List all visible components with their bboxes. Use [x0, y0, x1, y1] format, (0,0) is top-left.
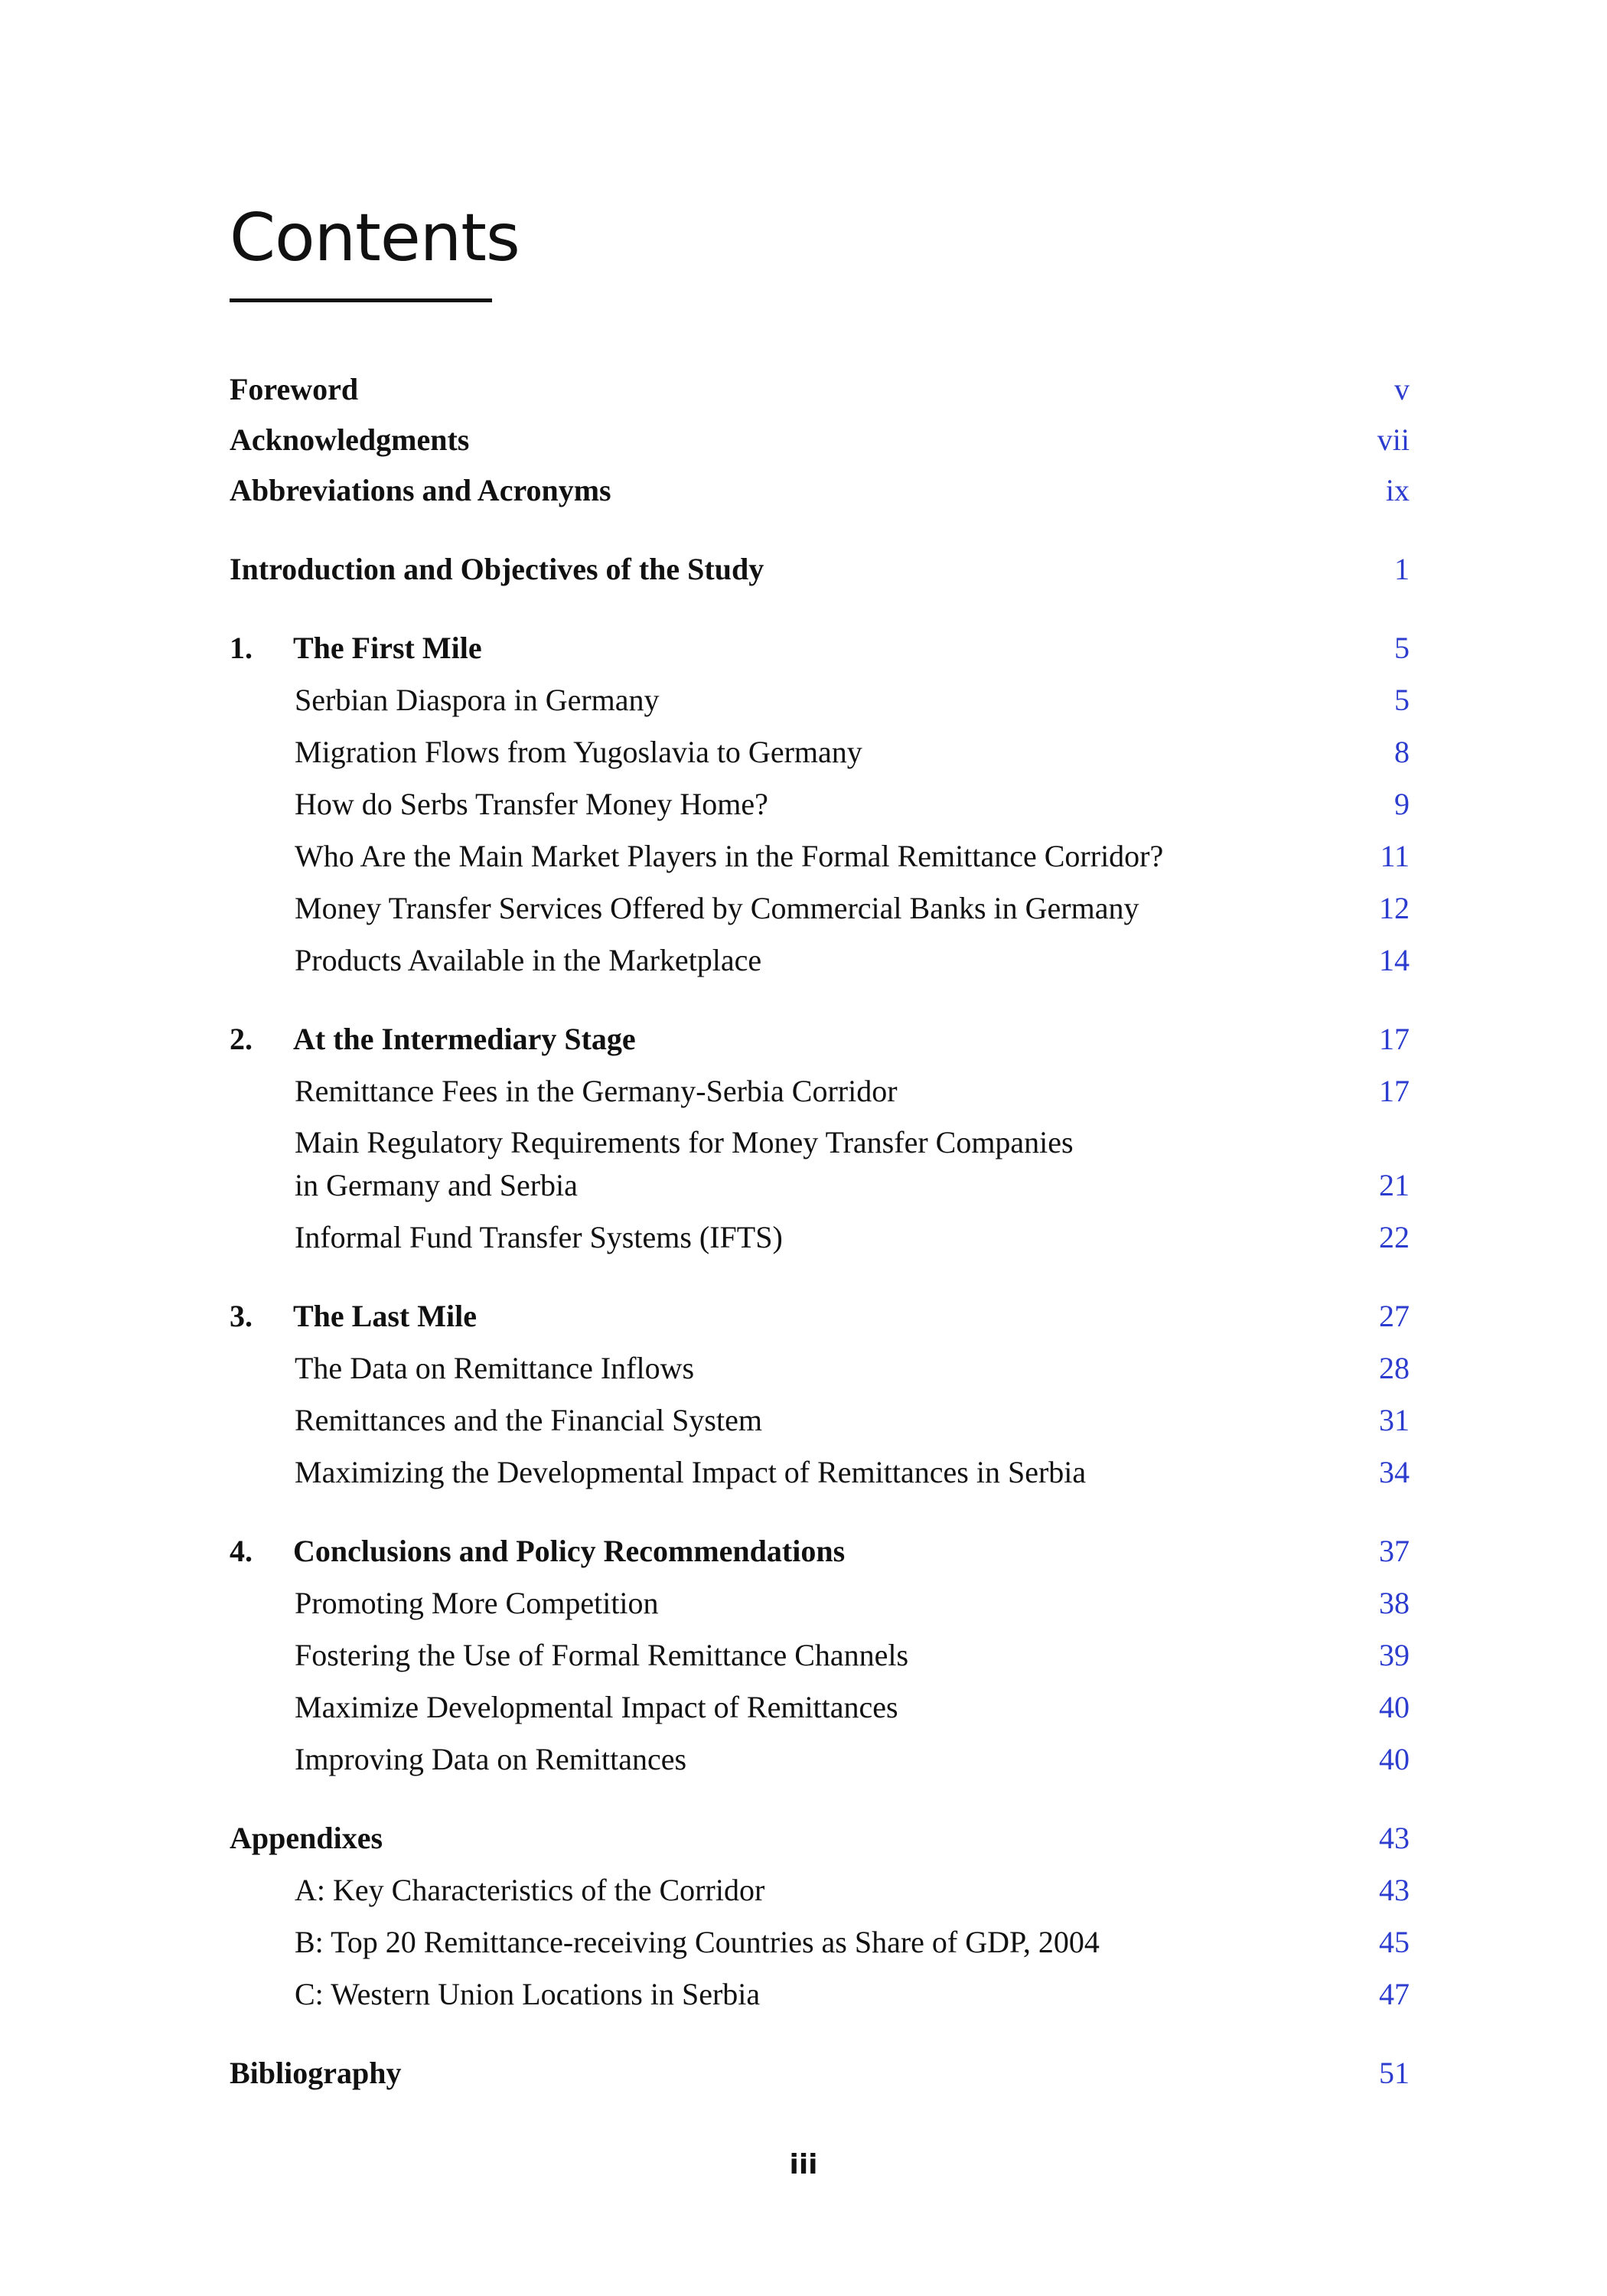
toc-label: Appendixes	[230, 1821, 383, 1855]
table-of-contents	[230, 367, 1416, 2095]
toc-section[interactable]	[230, 1450, 1416, 1494]
toc-label: Serbian Diaspora in Germany	[295, 683, 660, 717]
toc-section[interactable]	[230, 1737, 1416, 1781]
toc-section[interactable]	[230, 834, 1416, 878]
toc-label: Money Transfer Services Offered by Commercial Banks in Germany	[295, 891, 1139, 925]
toc-label: C: Western Union Locations in Serbia	[295, 1977, 761, 2011]
toc-label: Who Are the Main Market Players in the Formal Remittance Corridor?	[295, 839, 1164, 873]
toc-page-number[interactable]: 28	[1379, 1351, 1410, 1385]
toc-page-number[interactable]: 38	[1379, 1586, 1410, 1620]
toc-page-number[interactable]: 34	[1379, 1455, 1410, 1489]
toc-section[interactable]	[230, 1581, 1416, 1625]
toc-entry-bibliography[interactable]	[230, 2051, 1416, 2095]
toc-page-number[interactable]: 5	[1394, 683, 1410, 717]
toc-page-number[interactable]: 22	[1379, 1220, 1410, 1254]
toc-section[interactable]	[230, 1398, 1416, 1442]
toc-page-number[interactable]: 37	[1379, 1534, 1410, 1568]
toc-entry-introduction[interactable]	[230, 547, 1416, 591]
toc-section[interactable]	[230, 1633, 1416, 1677]
chapter-number: 4.	[230, 1534, 253, 1568]
toc-label: The Last Mile	[293, 1299, 477, 1333]
toc-page-number[interactable]: 9	[1394, 787, 1410, 821]
toc-chapter-4[interactable]	[230, 1529, 1416, 1573]
toc-entry-foreword[interactable]	[230, 367, 1416, 411]
toc-label: B: Top 20 Remittance-receiving Countries as Share of GDP, 2004	[295, 1925, 1100, 1959]
toc-label	[295, 1121, 1416, 1207]
toc-page-number[interactable]: v	[1394, 372, 1410, 406]
page-folio: iii	[789, 2149, 818, 2180]
toc-label: Maximize Developmental Impact of Remittances	[295, 1690, 898, 1724]
toc-page-number[interactable]: 27	[1379, 1299, 1410, 1333]
toc-label: At the Intermediary Stage	[293, 1022, 636, 1056]
chapter-number: 1.	[230, 631, 253, 665]
toc-label: A: Key Characteristics of the Corridor	[295, 1873, 765, 1907]
toc-label: The First Mile	[293, 631, 482, 665]
toc-section[interactable]	[230, 938, 1416, 982]
toc-section[interactable]	[230, 782, 1416, 826]
toc-page-number[interactable]: 45	[1379, 1925, 1410, 1959]
toc-label: Informal Fund Transfer Systems (IFTS)	[295, 1220, 783, 1254]
toc-entry-acknowledgments[interactable]	[230, 418, 1416, 461]
toc-label: Abbreviations and Acronyms	[230, 473, 611, 507]
toc-label: How do Serbs Transfer Money Home?	[295, 787, 768, 821]
toc-page-number[interactable]: 43	[1379, 1873, 1410, 1907]
toc-appendix[interactable]	[230, 1920, 1416, 1964]
toc-page-number[interactable]: 43	[1379, 1821, 1410, 1855]
toc-chapter-1[interactable]	[230, 626, 1416, 670]
toc-page-number[interactable]: 47	[1379, 1977, 1410, 2011]
toc-label: Remittances and the Financial System	[295, 1403, 762, 1437]
toc-label: Conclusions and Policy Recommendations	[293, 1534, 846, 1568]
toc-label: Improving Data on Remittances	[295, 1742, 687, 1776]
toc-page-number[interactable]: 17	[1379, 1022, 1410, 1056]
toc-section[interactable]	[230, 730, 1416, 774]
toc-page-number[interactable]: ix	[1385, 473, 1410, 507]
toc-entry-abbreviations[interactable]	[230, 468, 1416, 512]
toc-page-number[interactable]: 12	[1379, 891, 1410, 925]
toc-page-number[interactable]: 5	[1394, 631, 1410, 665]
toc-section[interactable]	[230, 1685, 1416, 1729]
toc-label: Introduction and Objectives of the Study	[230, 552, 764, 586]
toc-page-number[interactable]: 14	[1379, 943, 1410, 977]
toc-label: Bibliography	[230, 2056, 402, 2090]
toc-section[interactable]	[230, 1215, 1416, 1259]
toc-section[interactable]	[230, 1346, 1416, 1390]
toc-section[interactable]	[230, 1069, 1416, 1113]
toc-chapter-2[interactable]	[230, 1017, 1416, 1061]
toc-label: The Data on Remittance Inflows	[295, 1351, 695, 1385]
toc-page-number[interactable]: 40	[1379, 1690, 1410, 1724]
toc-label: Products Available in the Marketplace	[295, 943, 762, 977]
toc-chapter-3[interactable]	[230, 1294, 1416, 1338]
toc-label: Migration Flows from Yugoslavia to Germany	[295, 735, 862, 769]
chapter-number: 2.	[230, 1022, 253, 1056]
toc-label: Remittance Fees in the Germany-Serbia Corridor	[295, 1074, 898, 1108]
toc-label: Fostering the Use of Formal Remittance Channels	[295, 1638, 909, 1672]
toc-page-number[interactable]: 40	[1379, 1742, 1410, 1776]
toc-section[interactable]	[230, 1121, 1416, 1207]
toc-label: Acknowledgments	[230, 422, 470, 457]
page-title: Contents	[230, 200, 520, 276]
title-underline	[230, 298, 492, 302]
toc-section[interactable]	[230, 886, 1416, 930]
toc-label-line: Main Regulatory Requirements for Money Transfer Companies	[295, 1125, 1074, 1159]
toc-section[interactable]	[230, 678, 1416, 722]
toc-page-number[interactable]: 8	[1394, 735, 1410, 769]
chapter-number: 3.	[230, 1299, 253, 1333]
toc-page-number[interactable]: 11	[1380, 839, 1410, 873]
toc-entry-appendixes[interactable]	[230, 1816, 1416, 1860]
toc-page-number[interactable]: 51	[1379, 2056, 1410, 2090]
toc-appendix[interactable]	[230, 1972, 1416, 2016]
toc-page-number[interactable]: 17	[1379, 1074, 1410, 1108]
toc-page-number[interactable]: 39	[1379, 1638, 1410, 1672]
toc-label: Foreword	[230, 372, 359, 406]
toc-label: Maximizing the Developmental Impact of Remittances in Serbia	[295, 1455, 1087, 1489]
toc-label: Promoting More Competition	[295, 1586, 659, 1620]
toc-page-number[interactable]: 1	[1394, 552, 1410, 586]
toc-page-number[interactable]: vii	[1377, 422, 1410, 457]
toc-appendix[interactable]	[230, 1868, 1416, 1912]
toc-page-number[interactable]: 31	[1379, 1403, 1410, 1437]
toc-label-line: in Germany and Serbia	[295, 1168, 578, 1202]
toc-page-number[interactable]: 21	[1379, 1168, 1410, 1202]
